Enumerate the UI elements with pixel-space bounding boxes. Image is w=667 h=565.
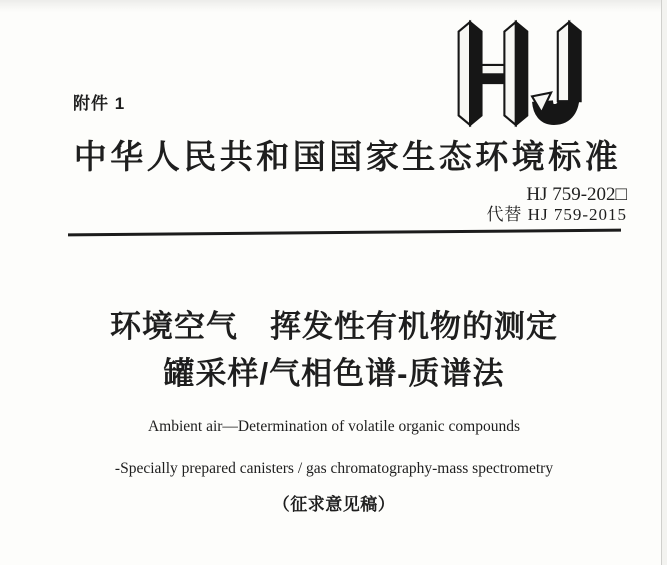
page-right-edge (661, 0, 662, 565)
hj-logo-graphic (451, 17, 594, 130)
scan-top-edge (0, 0, 667, 12)
title-cn-line1: 环境空气 挥发性有机物的测定 (110, 309, 558, 344)
standard-number: HJ 759-202□ (526, 184, 627, 205)
title-cn-line2: 罐采样/气相色谱-质谱法 (163, 356, 505, 391)
page-right-shade (662, 0, 667, 565)
header-rule (68, 229, 621, 236)
attachment-label: 附件 1 (73, 94, 126, 113)
title-en-line2: -Specially prepared canisters / gas chromatography-mass spectrometry (114, 460, 554, 477)
title-cn (34, 309, 634, 391)
standard-heading: 中华人民共和国国家生态环境标准 (73, 140, 622, 176)
hj-logo (451, 17, 594, 130)
replaces-note: 代替 HJ 759-2015 (486, 205, 627, 224)
title-en-line1: Ambient air—Determination of volatile organic compounds (147, 418, 521, 435)
draft-note: （征求意见稿） (272, 495, 396, 514)
